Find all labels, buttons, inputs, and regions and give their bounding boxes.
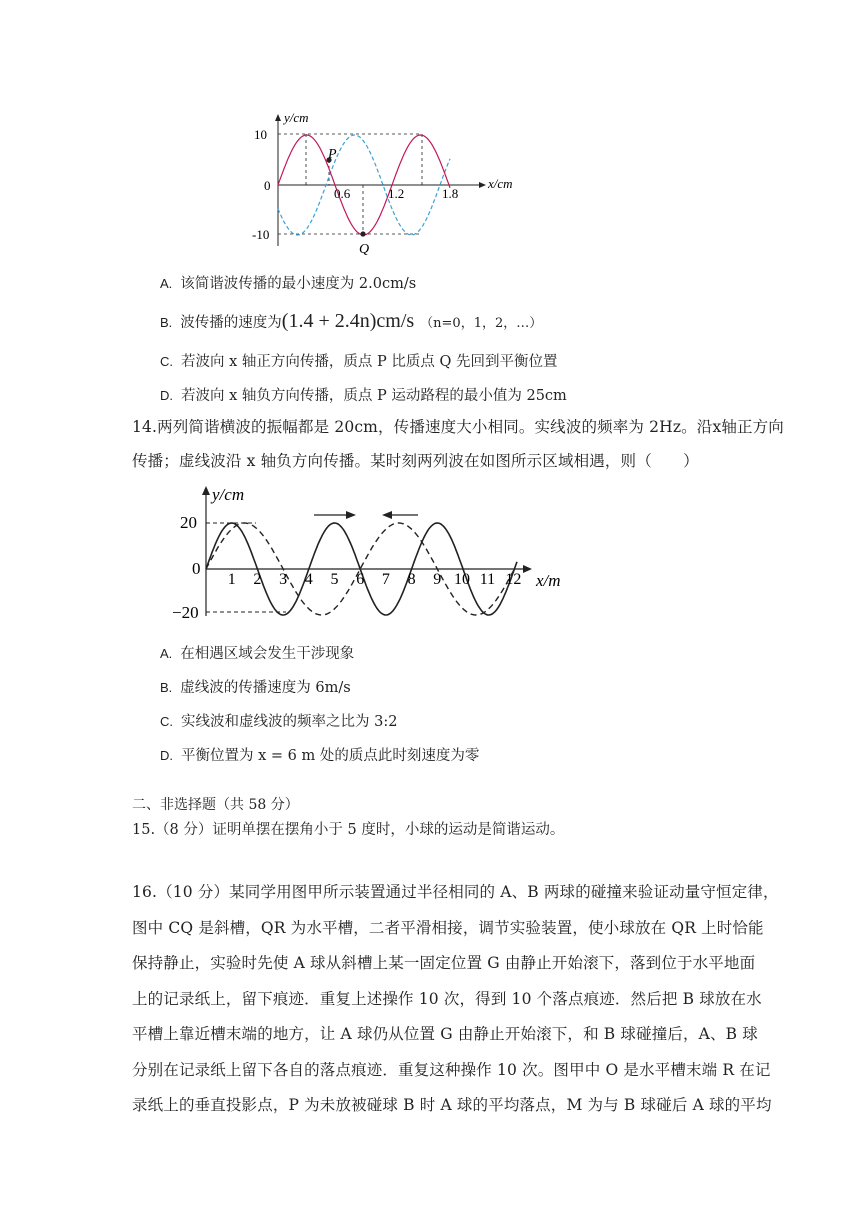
point-q-marker xyxy=(360,231,365,236)
y-axis-label: y/cm xyxy=(284,110,309,125)
q16-line: 分别在记录纸上留下各自的落点痕迹．重复这种操作 10 次。图甲中 O 是水平槽末端 R 在记 xyxy=(132,1060,771,1079)
x-axis-label: x/m xyxy=(536,571,561,590)
y-axis-label: y/cm xyxy=(212,485,245,504)
q15-text: 15.（8 分）证明单摆在摆角小于 5 度时，小球的运动是简谐运动。 xyxy=(132,822,565,838)
y-tick: −20 xyxy=(172,603,199,622)
x-tick: 1.8 xyxy=(442,186,459,201)
point-q-label: Q xyxy=(359,242,370,257)
q16-line: 16.（10 分）某同学用图甲所示装置通过半径相同的 A、B 两球的碰撞来验证动量守恒定律， xyxy=(132,883,779,901)
x-tick: 7 xyxy=(381,571,390,588)
q14-option-c: C. 实线波和虚线波的频率之比为 3:2 xyxy=(160,714,398,730)
q13-option-b: B. 波传播的速度为(1.4 + 2.4n)cm/s （n=0，1，2，…） xyxy=(160,310,543,332)
q13-option-d: D. 若波向 x 轴负方向传播，质点 P 运动路程的最小值为 25cm xyxy=(160,388,567,404)
q14-stem-line: 14.两列简谐横波的振幅都是 20cm，传播速度大小相同。实线波的频率为 2Hz。沿x轴正方向 xyxy=(132,418,784,436)
x-tick: 0.6 xyxy=(334,186,351,201)
q16-line: 上的记录纸上，留下痕迹．重复上述操作 10 次，得到 10 个落点痕迹．然后把 B 球放在水 xyxy=(132,989,762,1008)
wave-figure-1 xyxy=(240,108,540,260)
x-tick: 11 xyxy=(479,571,496,588)
q14-option-b: B. 虚线波的传播速度为 6m/s xyxy=(160,680,351,696)
x-tick: 3 xyxy=(279,571,288,588)
x-tick: 12 xyxy=(505,571,522,588)
q16-line: 图中 CQ 是斜槽，QR 为水平槽，二者平滑相接，调节实验装置，使小球放在 QR 上时恰能 xyxy=(132,918,764,937)
x-tick: 1 xyxy=(227,571,236,588)
wave-figure-2 xyxy=(166,480,576,628)
y-tick: 10 xyxy=(254,127,267,142)
q16-line: 平槽上靠近槽末端的地方，让 A 球仍从位置 G 由静止开始滚下，和 B 球碰撞后，A、B 球 xyxy=(132,1025,758,1043)
point-p-label: P xyxy=(328,147,337,162)
section-title: 二、非选择题（共 58 分） xyxy=(132,797,299,813)
y-tick: 0 xyxy=(264,178,271,193)
q14-option-d: D. 平衡位置为 x = 6 m 处的质点此时刻速度为零 xyxy=(160,748,480,764)
x-tick: 9 xyxy=(433,571,442,588)
x-tick: 5 xyxy=(330,571,339,588)
q16-line: 录纸上的垂直投影点，P 为未放被碰球 B 时 A 球的平均落点，M 为与 B 球碰后 A 球的平均 xyxy=(132,1096,772,1114)
y-tick: 0 xyxy=(192,559,201,578)
q16-line: 保持静止，实验时先使 A 球从斜槽上某一固定位置 G 由静止开始滚下，落到位于水平地面 xyxy=(132,954,756,972)
x-tick: 8 xyxy=(407,571,416,588)
q13-option-a: A. 该简谐波传播的最小速度为 2.0cm/s xyxy=(160,276,417,292)
x-tick: 2 xyxy=(253,571,262,588)
y-tick: 20 xyxy=(180,513,197,532)
x-tick: 10 xyxy=(454,571,470,588)
q14-stem-line: 传播；虚线波沿 x 轴负方向传播。某时刻两列波在如图所示区域相遇，则（ ） xyxy=(132,452,699,470)
q13-option-c: C. 若波向 x 轴正方向传播，质点 P 比质点 Q 先回到平衡位置 xyxy=(160,354,558,370)
x-tick: 6 xyxy=(356,571,365,588)
x-tick: 4 xyxy=(304,571,313,588)
x-axis-label: x/cm xyxy=(488,176,513,191)
q14-option-a: A. 在相遇区域会发生干涉现象 xyxy=(160,646,355,662)
x-tick: 1.2 xyxy=(388,186,405,201)
y-tick: -10 xyxy=(252,227,270,242)
